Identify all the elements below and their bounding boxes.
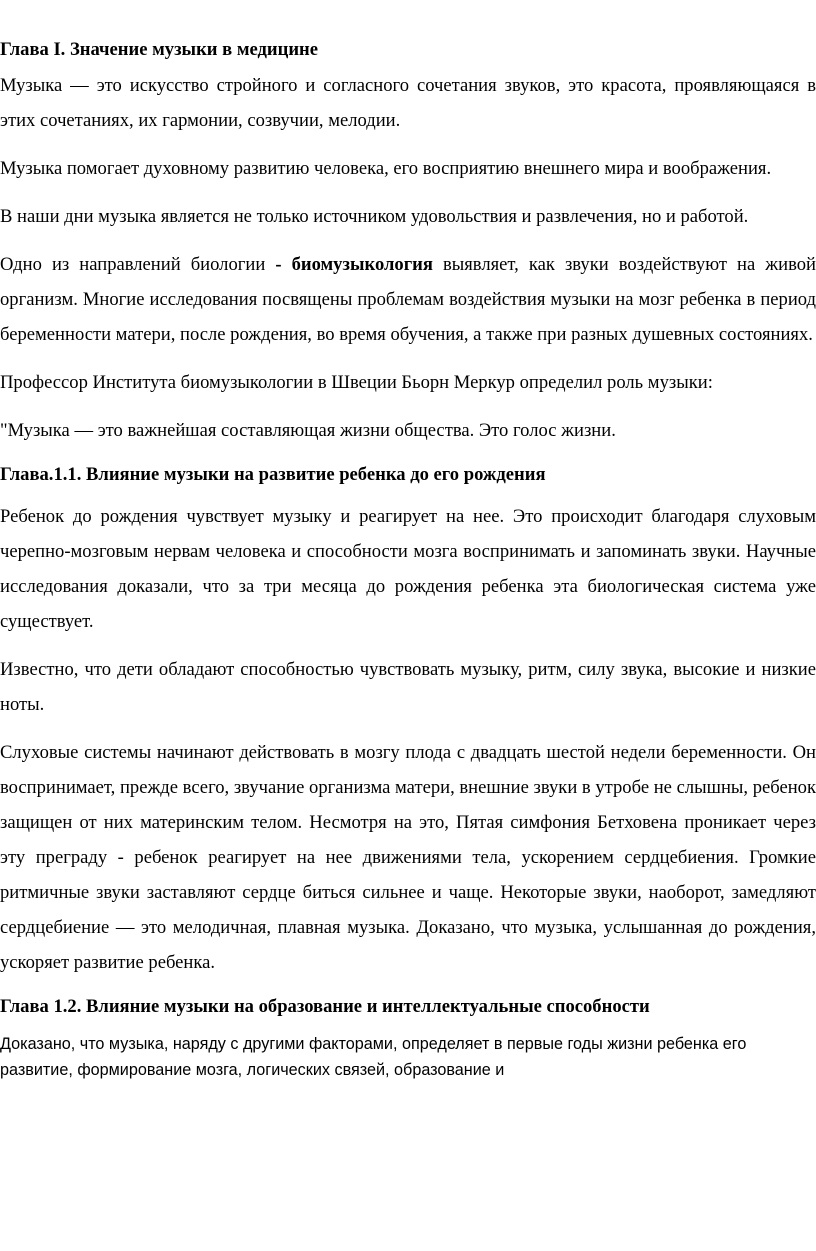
document-page [0, 36, 816, 1083]
biomusicology-term: - биомузыкология [275, 254, 433, 275]
chapter-1-1-paragraph-3: Слуховые системы начинают действовать в мозгу плода с двадцать шестой недели беременности. Он воспринимает, прежде всего, звучание организма матери, внешние звуки в утробе не слышны, ребенок защищен от них материнским телом. Несмотря на это, Пятая симфония Бетховена проникает через эту преграду - ребенок реагирует на нее движениями тела, ускорением сердцебиения. Громкие ритмичные звуки заставляют сердце биться сильнее и чаще. Некоторые звуки, наоборот, замедляют сердцебиение — это мелодичная, плавная музыка. Доказано, что музыка, услышанная до рождения, ускоряет развитие ребенка. [0, 742, 816, 973]
chapter-1-1-heading: Глава.1.1. Влияние музыки на развитие ребенка до его рождения [0, 464, 546, 485]
chapter-1-paragraph-3: В наши дни музыка является не только источником удовольствия и развлечения, но и работой. [0, 206, 749, 227]
chapter-1-2-paragraph-1: Доказано, что музыка, наряду с другими факторами, определяет в первые годы жизни ребенка его развитие, формирование мозга, логических связей, образование и [0, 1035, 747, 1079]
paragraph-4-intro: Одно из направлений биологии [0, 254, 276, 275]
chapter-1-2-heading: Глава 1.2. Влияние музыки на образование и интеллектуальные способности [0, 996, 650, 1017]
paragraph-4-rest: выявляет, как звуки воздействуют на живой организм. Многие исследования посвящены проблемам воздействия музыки на мозг ребенка в период беременности матери, после рождения, во время обучения, а также при разных душевных состояниях. [0, 254, 816, 345]
chapter-1-1-paragraph-1: Ребенок до рождения чувствует музыку и реагирует на нее. Это происходит благодаря слуховым черепно-мозговым нервам человека и способности мозга воспринимать и запоминать звуки. Научные исследования доказали, что за три месяца до рождения ребенка эта биологическая система уже существует. [0, 506, 816, 632]
chapter-1-heading: Глава I. Значение музыки в медицине [0, 39, 319, 60]
chapter-1-paragraph-5: Профессор Института биомузыкологии в Швеции Бьорн Меркур определил роль музыки: [0, 372, 713, 393]
chapter-1-paragraph-1: Музыка — это искусство стройного и согласного сочетания звуков, это красота, проявляющаяся в этих сочетаниях, их гармонии, созвучии, мелодии. [0, 75, 816, 131]
chapter-1-1-paragraph-2: Известно, что дети обладают способностью чувствовать музыку, ритм, силу звука, высокие и низкие ноты. [0, 659, 816, 715]
chapter-1-paragraph-4 [0, 247, 816, 352]
chapter-1-quote: "Музыка — это важнейшая составляющая жизни общества. Это голос жизни. [0, 420, 616, 441]
chapter-1-paragraph-2: Музыка помогает духовному развитию человека, его восприятию внешнего мира и воображения. [0, 158, 772, 179]
